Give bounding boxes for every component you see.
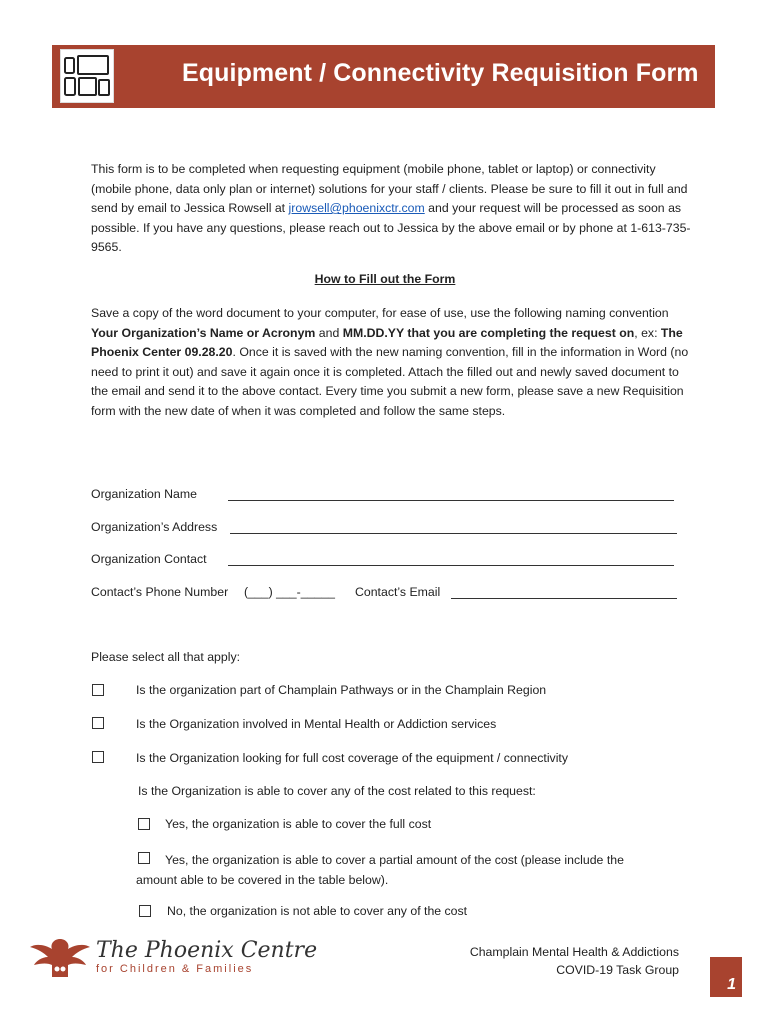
- howto-text-1: Save a copy of the word document to your computer, for ease of use, use the following naming convention: [91, 306, 669, 320]
- howto-paragraph: [91, 304, 691, 422]
- checkbox-cover-full[interactable]: [138, 818, 150, 830]
- brand-name: The Phoenix Centre: [96, 938, 318, 963]
- page-number-badge: [710, 957, 742, 997]
- org-name-field[interactable]: [228, 500, 674, 501]
- option-cover-partial: Yes, the organization is able to cover a partial amount of the cost (please include the amount able to be covered in the table below).: [136, 853, 624, 887]
- howto-text-3: , ex:: [634, 325, 661, 340]
- org-contact-field[interactable]: [228, 565, 674, 566]
- option-cover-none: No, the organization is not able to cover any of the cost: [167, 904, 468, 918]
- phoenix-bird-icon: [28, 935, 92, 979]
- page-number: 1: [727, 976, 736, 993]
- howto-text-2: and: [315, 325, 343, 340]
- checkbox-mental-health[interactable]: [92, 717, 104, 729]
- phoenix-centre-logo: [28, 935, 318, 984]
- contact-email-label: Contact’s Email: [355, 585, 441, 599]
- howto-heading: How to Fill out the Form: [314, 272, 456, 286]
- option-full-coverage: Is the Organization looking for full cost coverage of the equipment / connectivity: [136, 751, 568, 765]
- intro-text-2: and your request will be processed as soon as possible. If you have any questions, please reach out to Jessica by the above email or by phone at 1-613-735-9565.: [91, 201, 691, 255]
- org-address-field[interactable]: [230, 533, 677, 534]
- option-champlain-region: Is the organization part of Champlain Pathways or in the Champlain Region: [136, 683, 547, 697]
- checkbox-cover-none[interactable]: [139, 905, 151, 917]
- howto-bold-2: MM.DD.YY that you are completing the request on: [342, 325, 635, 340]
- phone-label: Contact’s Phone Number: [91, 585, 229, 599]
- checkbox-full-coverage[interactable]: [92, 751, 104, 763]
- footer-group-line2: COVID-19 Task Group: [556, 963, 679, 977]
- page-title: Equipment / Connectivity Requisition Form: [182, 59, 699, 87]
- org-address-label: Organization’s Address: [91, 520, 218, 534]
- howto-bold-1: Your Organization’s Name or Acronym: [91, 325, 316, 340]
- howto-bold-3: The Phoenix Center 09.28.20: [91, 325, 683, 360]
- devices-icon: [60, 49, 114, 103]
- cost-prompt: Is the Organization is able to cover any of the cost related to this request:: [138, 784, 536, 798]
- select-prompt: Please select all that apply:: [91, 650, 241, 664]
- brand-tagline: for Children & Families: [96, 963, 254, 975]
- org-name-label: Organization Name: [91, 487, 197, 501]
- howto-text-4: . Once it is saved with the new naming convention, fill in the information in Word (no need to print it out) and save it again once it is completed. Attach the filled out and newly saved document to the email and send it to the above contact. Every time you submit a new form, please save a new Requisition form with the new date of when it was completed and follow the same steps.: [91, 345, 689, 418]
- option-cover-full: Yes, the organization is able to cover the full cost: [165, 817, 432, 831]
- intro-text-1: This form is to be completed when requesting equipment (mobile phone, tablet or laptop) or connectivity (mobile phone, data only plan or internet) solutions for your staff / clients. Please be sure to fill it out in full and send by email to Jessica Rowsell at: [91, 162, 688, 216]
- org-contact-label: Organization Contact: [91, 552, 207, 566]
- footer-group-line1: Champlain Mental Health & Addictions: [469, 945, 679, 959]
- intro-paragraph: [91, 160, 691, 258]
- email-link[interactable]: jrowsell@phoenixctr.com: [288, 201, 425, 216]
- contact-email-field[interactable]: [451, 598, 677, 599]
- checkbox-champlain-region[interactable]: [92, 684, 104, 696]
- header-banner: [52, 45, 715, 108]
- phone-field[interactable]: (___) ___-_____: [244, 585, 335, 599]
- option-mental-health: Is the Organization involved in Mental Health or Addiction services: [136, 717, 497, 731]
